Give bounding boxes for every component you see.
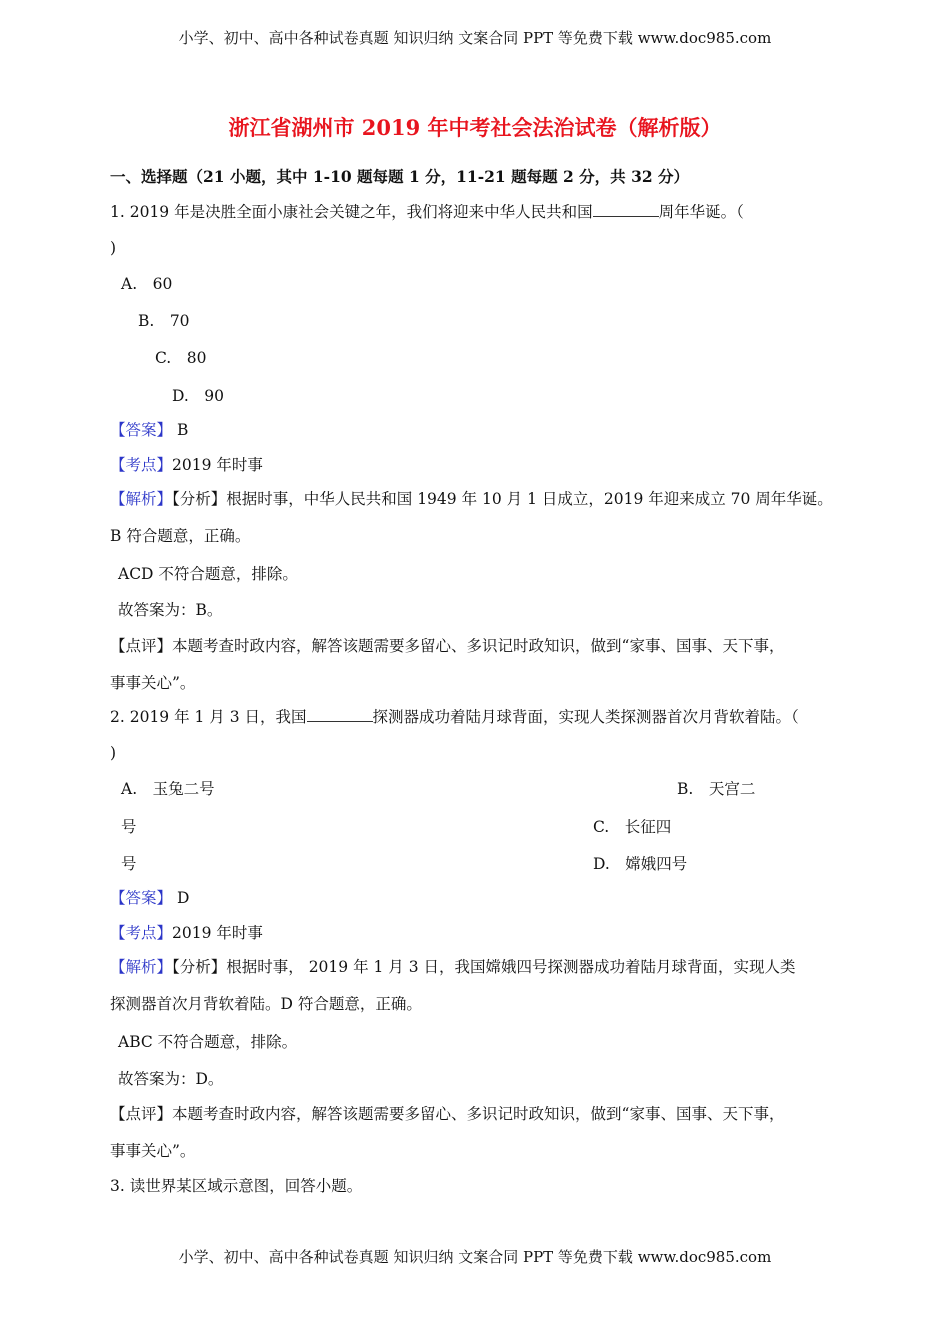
analysis-tag: 【解析】 bbox=[110, 958, 173, 976]
comment-line bbox=[110, 1104, 784, 1124]
analysis-text: 【分析】根据时事， 2019 年 1 月 3 日，我国嫦娥四号探测器成功着陆月球背面，实现人类 bbox=[172, 958, 796, 976]
option-c: C. 长征四 bbox=[593, 818, 672, 836]
answer-value: D bbox=[172, 889, 190, 907]
option-d: D. 90 bbox=[172, 387, 225, 405]
stem-text: 2. 2019 年 1 月 3 日，我国 bbox=[110, 708, 307, 726]
comment-text: 事事关心”。 bbox=[110, 1142, 196, 1160]
analysis-text: ABC 不符合题意，排除。 bbox=[118, 1033, 298, 1051]
analysis-text: B 符合题意，正确。 bbox=[110, 527, 251, 545]
analysis-text: 故答案为：D。 bbox=[118, 1070, 224, 1088]
option-c: C. 80 bbox=[155, 349, 207, 367]
point-value: 2019 年时事 bbox=[172, 924, 263, 942]
analysis-text: 探测器首次月背软着陆。D 符合题意，正确。 bbox=[110, 995, 422, 1013]
answer-line bbox=[110, 420, 188, 440]
page-footer: 小学、初中、高中各种试卷真题 知识归纳 文案合同 PPT 等免费下载 www.doc985.com bbox=[178, 1248, 772, 1266]
answer-tag: 【答案】 bbox=[110, 889, 173, 907]
option-a: A. 60 bbox=[121, 275, 173, 293]
option-b-wrap: 号 bbox=[121, 855, 137, 873]
option-b: B. 70 bbox=[138, 312, 190, 330]
page-header: 小学、初中、高中各种试卷真题 知识归纳 文案合同 PPT 等免费下载 www.doc985.com bbox=[178, 29, 772, 47]
analysis-text: ACD 不符合题意，排除。 bbox=[118, 565, 298, 583]
point-line bbox=[110, 923, 263, 943]
analysis-line bbox=[110, 489, 833, 509]
answer-line bbox=[110, 888, 189, 908]
comment-tag: 【点评】 bbox=[110, 1105, 173, 1123]
point-value: 2019 年时事 bbox=[172, 456, 263, 474]
point-tag: 【考点】 bbox=[110, 924, 173, 942]
option-a-wrap: 号 bbox=[121, 818, 137, 836]
analysis-text: 【分析】根据时事，中华人民共和国 1949 年 10 月 1 日成立，2019 年迎来成立 70 周年华诞。 bbox=[172, 490, 833, 508]
analysis-tag: 【解析】 bbox=[110, 490, 173, 508]
answer-value: B bbox=[172, 421, 189, 439]
option-a: A. 玉兔二号 bbox=[121, 780, 215, 798]
comment-tag: 【点评】 bbox=[110, 637, 173, 655]
question-2-stem bbox=[110, 707, 799, 727]
option-b: B. 天宫二 bbox=[677, 780, 756, 798]
comment-line bbox=[110, 636, 784, 656]
stem-text: 1. 2019 年是决胜全面小康社会关键之年，我们将迎来中华人民共和国 bbox=[110, 203, 593, 221]
analysis-text: 故答案为：B。 bbox=[118, 601, 223, 619]
section-heading: 一、选择题（21 小题，其中 1-10 题每题 1 分，11-21 题每题 2 分，共 32 分） bbox=[110, 167, 690, 186]
answer-blank bbox=[307, 707, 373, 722]
answer-tag: 【答案】 bbox=[110, 421, 173, 439]
question-1-stem bbox=[110, 202, 744, 222]
comment-text: 本题考查时政内容，解答该题需要多留心、多识记时政知识，做到“家事、国事、天下事， bbox=[172, 1105, 785, 1123]
paren-close: ) bbox=[110, 744, 117, 762]
option-d: D. 嫦娥四号 bbox=[593, 855, 688, 873]
comment-text: 事事关心”。 bbox=[110, 674, 196, 692]
point-tag: 【考点】 bbox=[110, 456, 173, 474]
comment-text: 本题考查时政内容，解答该题需要多留心、多识记时政知识，做到“家事、国事、天下事， bbox=[172, 637, 785, 655]
stem-text: 探测器成功着陆月球背面，实现人类探测器首次月背软着陆。（ bbox=[372, 708, 799, 726]
stem-text: 周年华诞。（ bbox=[658, 203, 744, 221]
point-line bbox=[110, 455, 263, 475]
question-3-stem: 3. 读世界某区域示意图，回答小题。 bbox=[110, 1177, 363, 1195]
document-title: 浙江省湖州市 2019 年中考社会法治试卷（解析版） bbox=[228, 115, 722, 140]
paren-close: ) bbox=[110, 239, 117, 257]
analysis-line bbox=[110, 957, 796, 977]
answer-blank bbox=[593, 202, 659, 217]
